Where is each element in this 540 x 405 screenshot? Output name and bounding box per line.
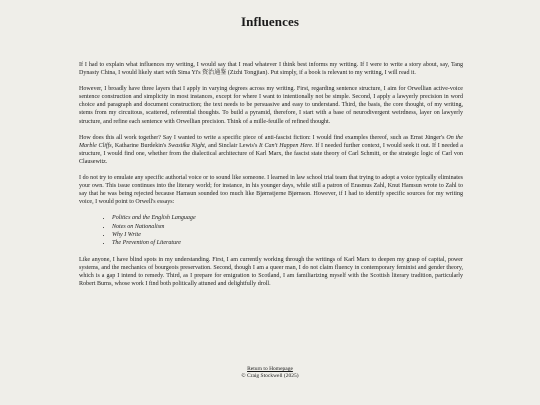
footer [0,366,540,379]
copyright-text: © Craig Stockwell (2025) [241,372,299,379]
list-item: • Why I Write [112,231,463,239]
return-home-link[interactable]: Return to Homepage [247,366,293,372]
list-item: • Politics and the English Language [112,214,463,222]
book-title: It Can't Happen Here [259,142,312,149]
text-span: How does this all work together? Say I wanted to write a specific piece of anti-fascist fiction: I would find examples thereof, such as Ernst Jünger's [79,134,447,141]
paragraph-example [79,134,463,166]
text-span: . If I needed further context, I would seek it out. If I needed a structure, I would find one, whether from the dialectical architecture of Karl Marx, the fascist state theory of Carl Schmitt, or the strategic logic of Carl von Clausewitz. [79,142,463,165]
text-span: , Katharine Burdekin's [111,142,169,149]
book-title: Swastika Night [168,142,205,149]
text-span: , and Sinclair Lewis's [204,142,260,149]
book-title: On the Marble Cliffs [79,134,463,149]
list-item: • The Prevention of Literature [112,239,463,247]
page-title: Influences [240,14,300,29]
paragraph-intro: If I had to explain what influences my writing, I would say that I read whatever I think best informs my writing. If I were to write a story about, say, Tang Dynasty China, I would likely start with Sima Yi's 资治通鉴 (Zizhi Tongjian). Put simply, if a book is relevant to my writing, I will read it. [79,62,463,77]
list-item: • Notes on Nationalism [112,223,463,231]
essay-list [79,214,463,247]
article-body [79,61,463,296]
paragraph-blind-spots: Like anyone, I have blind spots in my understanding. First, I am currently working through the writings of Karl Marx to deepen my grasp of capital, power systems, and the mechanics of bourgeois preservation. Second, though I am a queer man, I do not claim fluency in contemporary feminist and gender theory, which is a gap I intend to remedy. Third, as I prepare for emigration to Scotland, I am familiarizing myself with the Scottish literary tradition, particularly Robert Burns, whose work I find both politically attuned and delightfully droll. [79,256,463,287]
paragraph-layers: However, I broadly have three layers that I apply in varying degrees across my writing. First, regarding sentence structure, I aim for Orwellian active-voice sentence construction and simplicity in most instances, except for where I want to intentionally not be simple. Second, I apply a lawyerly precision in word choice and paragraph and document construction; the text needs to be persuasive and easy to understand. Third, the basis, the core thought, of my writing, stems from my circuitous, scattered, referential thoughts. To build a pyramid, therefore, I start with a base of neurodivergent weirdness, layer on lawyerly structure, and refine each sentence with Orwellian precision. Think of a mille-feuille of refined thought. [79,86,463,125]
paragraph-voice: I do not try to emulate any specific authorial voice or to sound like someone. I learned in law school trial team that trying to adopt a voice typically eliminates your own. This issue continues into the literary world; for instance, in his younger days, while still a patron of Erasmus Zahl, Knut Hamsun wrote to Zahl to say that he was being rejected because Hamsun sounded too much like Bjørnstjerne Bjørnson. However, if I had to identify specific sources for my writing voice, I would point to Orwell's essays: [79,175,463,206]
